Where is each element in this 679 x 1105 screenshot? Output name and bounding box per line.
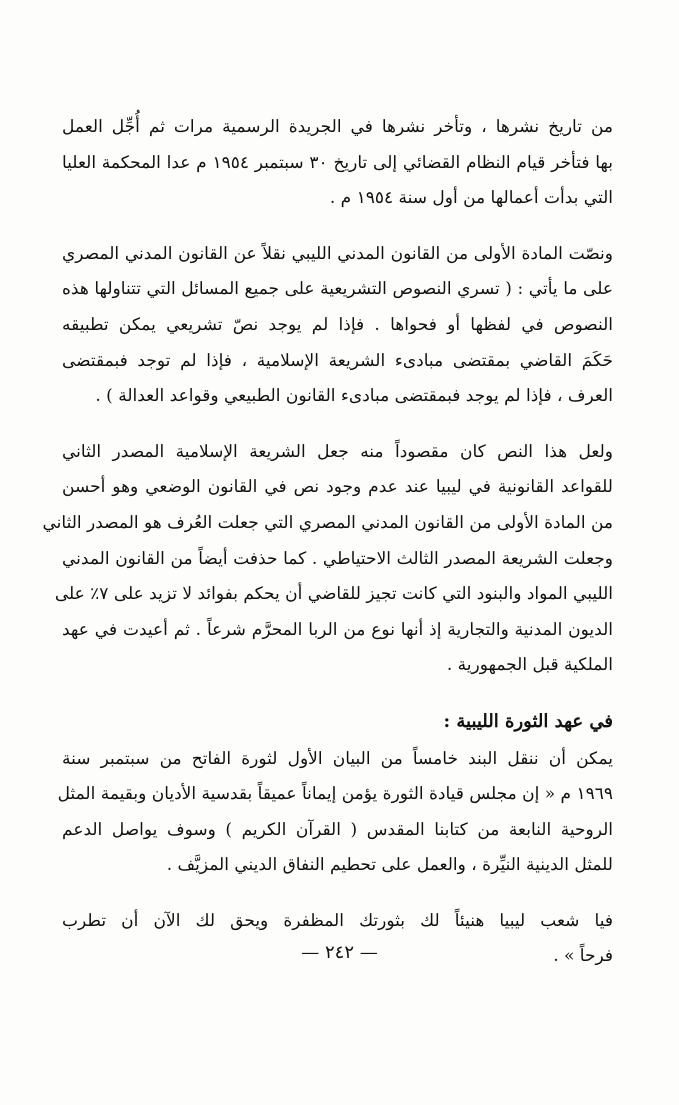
text-line: حَكَمَ القاضي بمقتضى مبادىء الشريعة الإسلامية ، فإذا لم توجد فبمقتضى [62,350,613,371]
text-line: ونصّت المادة الأولى من القانون المدني الليبي نقلاً عن القانون المدني المصري [62,243,613,264]
text-line: من تاريخ نشرها ، وتأخر نشرها في الجريدة الرسمية مرات ثم أُجِّل العمل [62,117,613,137]
text-line: وجعلت الشريعة المصدر الثالث الاحتياطي . كما حذفت أيضاً من القانون المدني [62,548,613,569]
paragraph-4 [57,742,613,884]
text-line: الملكية قبل الجمهورية . [446,655,613,676]
text-line: الروحية النابعة من كتابنا المقدس ( القرآن الكريم ) وسوف يواصل الدعم [62,819,613,840]
text-line: على ما يأتي : ( تسري النصوص التشريعية على جميع المسائل التي تتناولها هذه [62,279,613,300]
text-line: التي بدأت أعمالها من أول سنة ١٩٥٤ م . [329,188,613,209]
text-line: يمكن أن ننقل البند خامساً من البيان الأول لثورة الفاتح من سبتمبر سنة [62,748,613,769]
paragraph-2 [62,237,613,415]
text-line: الليبي المواد والبنود التي كانت تجيز للقاضي أن يحكم بفوائد لا تزيد على ٧٪ على [54,584,613,605]
text-line: ١٩٦٩ م « إن مجلس قيادة الثورة يؤمن إيماناً عميقاً بقدسية الأديان وبقيمة المثل [57,784,613,805]
text-line: فرحاً » . [553,946,613,967]
text-line: ولعل هذا النص كان مقصوداً منه جعل الشريعة الإسلامية المصدر الثاني [62,441,613,462]
paragraph-3 [42,435,613,684]
page-number: — ٢٤٢ — [301,942,378,963]
body-text [42,110,613,995]
paragraph-5 [62,904,613,975]
text-line: فيا شعب ليبيا هنيئاً لك بثورتك المظفرة ويحق لك الآن أن تطرب [62,910,613,931]
section-heading: في عهد الثورة الليبية : [443,710,613,732]
paragraph-1 [62,110,613,217]
text-line: بها فتأخر قيام النظام القضائي إلى تاريخ ٣٠ سبتمبر ١٩٥٤ م عدا المحكمة العليا [62,152,613,173]
text-line: النصوص في لفظها أو فحواها . فإذا لم يوجد نصّ تشريعي يمكن تطبيقه [62,314,613,335]
text-line: من المادة الأولى من القانون المدني المصري التي جعلت العُرف هو المصدر الثاني [42,512,613,533]
text-line: الديون المدنية والتجارية إذ أنها نوع من الربا المحرَّم شرعاً . ثم أعيدت في عهد [62,619,613,640]
text-line: للمثل الدينية النيِّرة ، والعمل على تحطيم النفاق الديني المزيَّف . [166,855,613,876]
text-line: العرف ، فإذا لم يوجد فبمقتضى مبادىء القانون الطبيعي وقواعد العدالة ) . [95,386,613,407]
text-line: للقواعد القانونية في ليبيا عند عدم وجود نص في القانون الوضعي وهو أحسن [62,477,613,498]
